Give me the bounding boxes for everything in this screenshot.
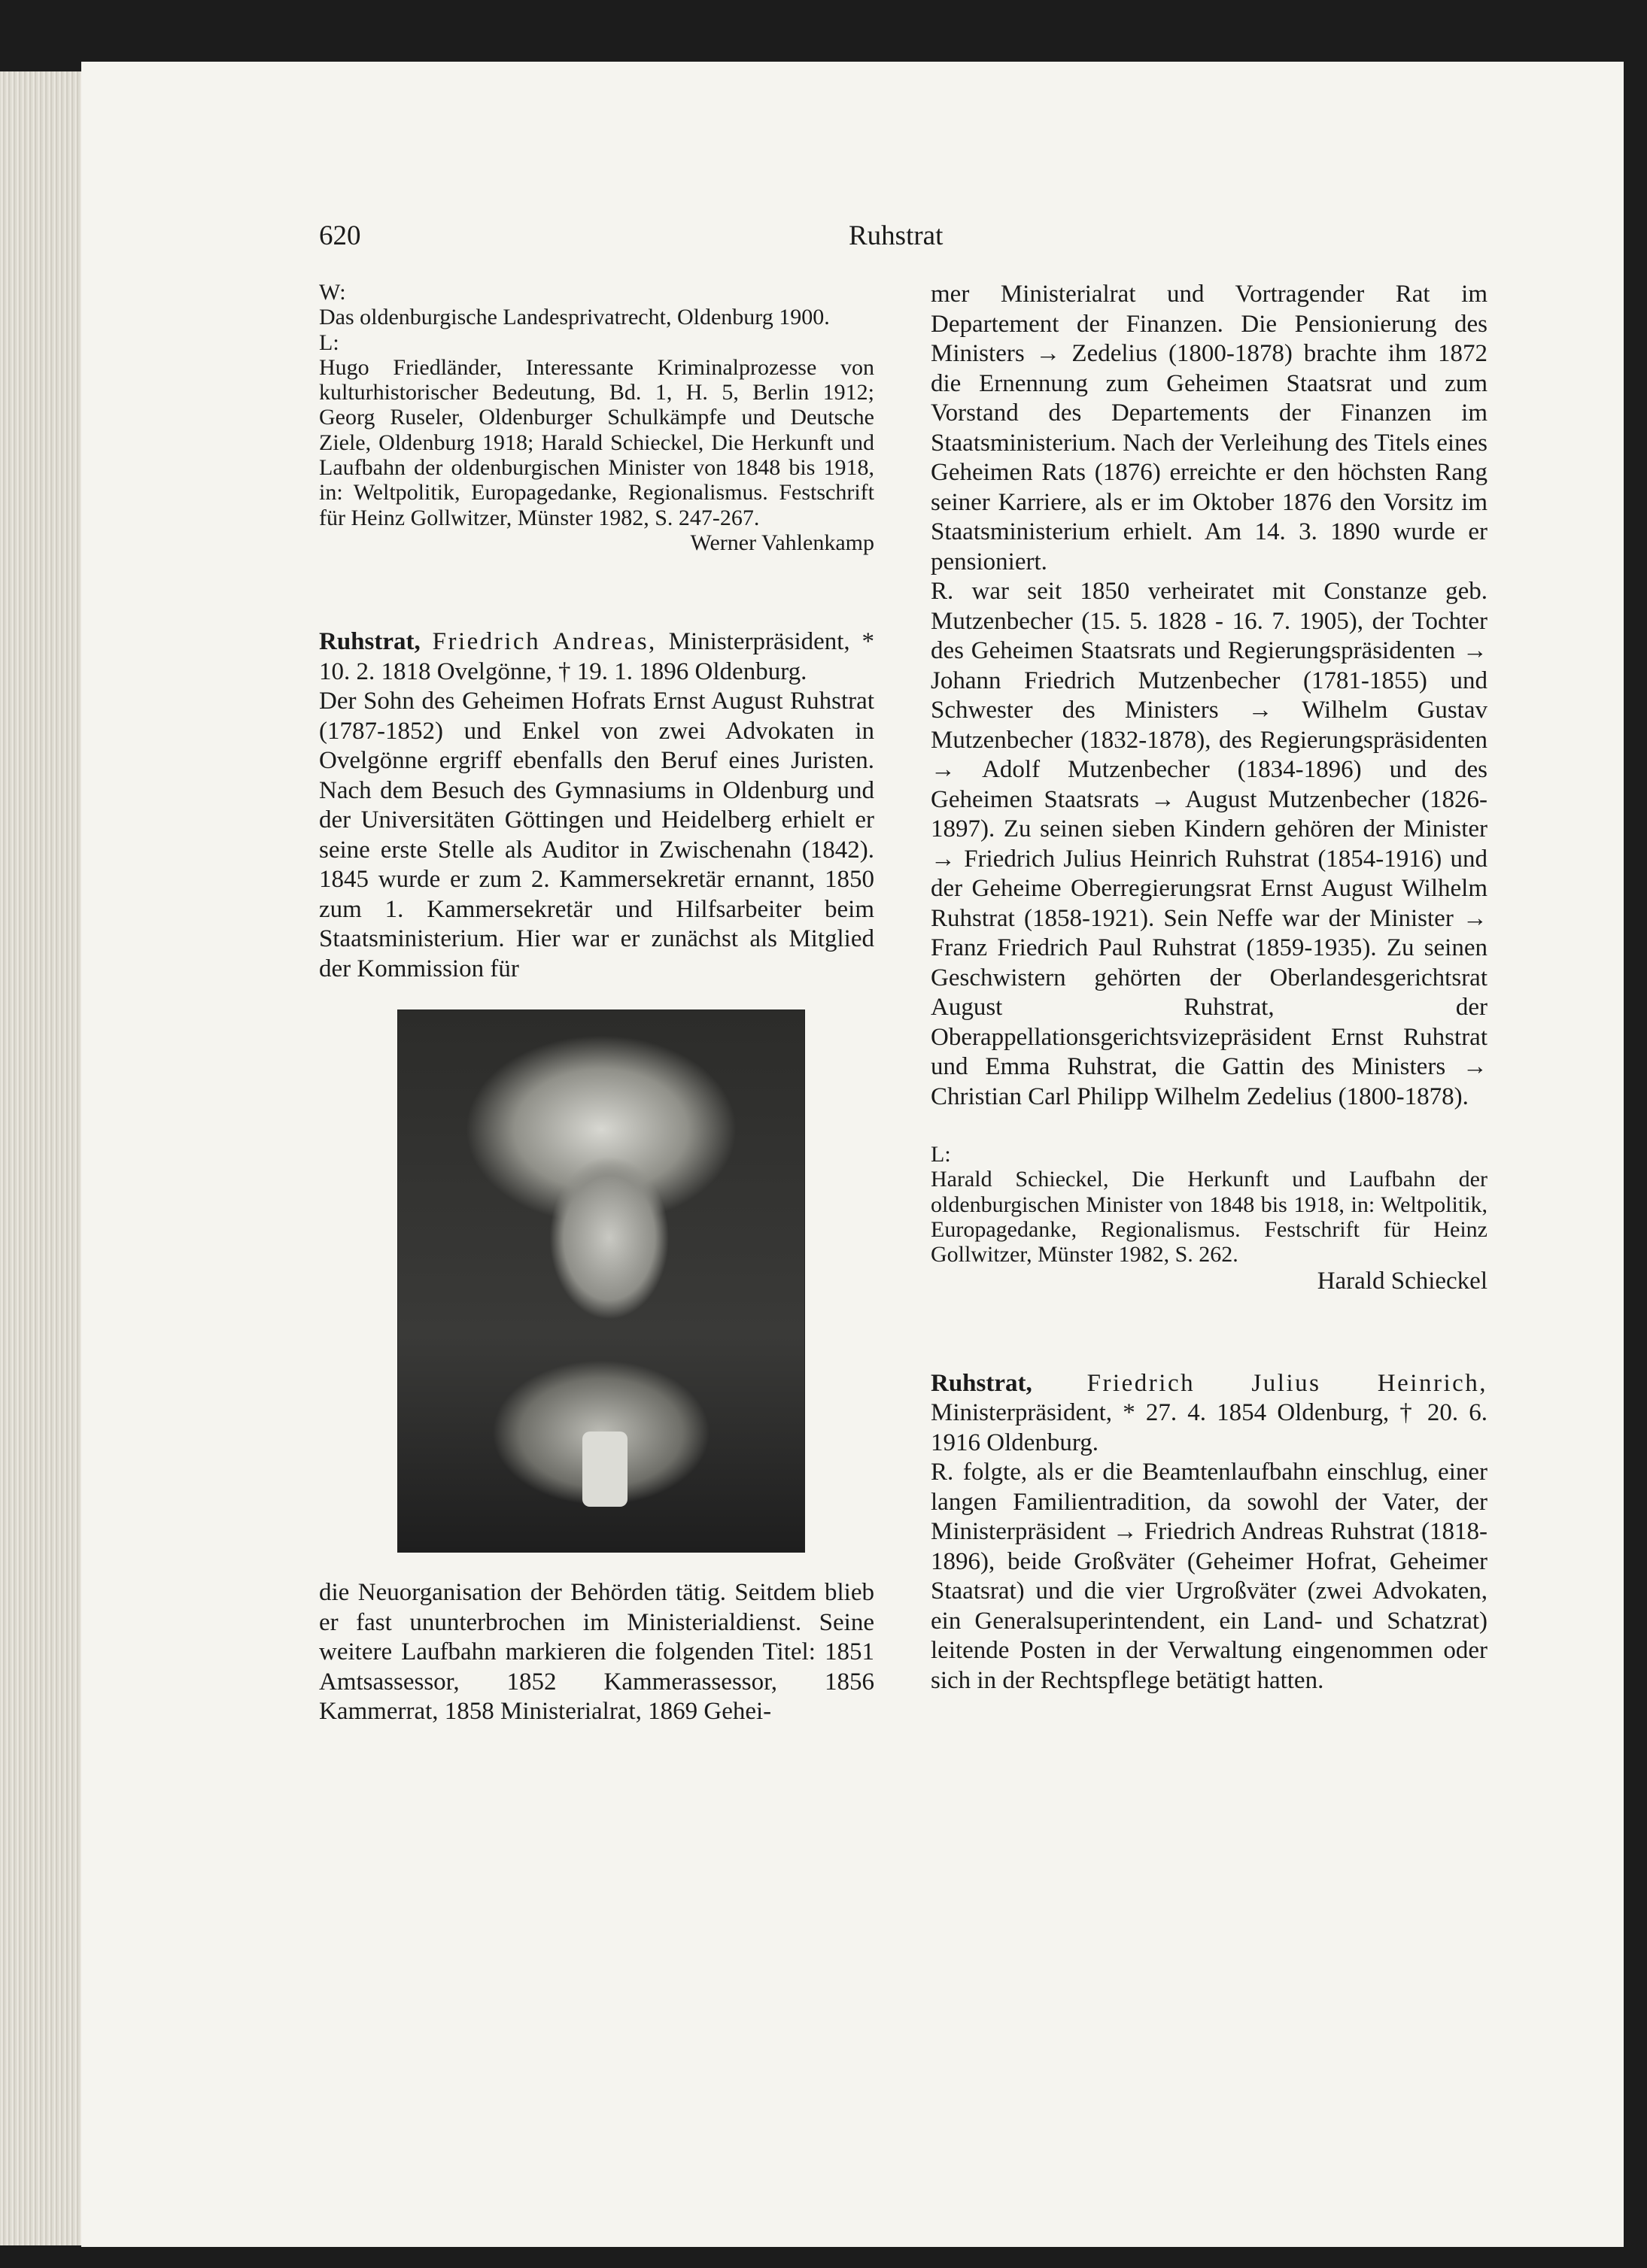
page-number: 620: [319, 220, 361, 251]
entry-heading: [319, 627, 874, 687]
entry-heading: [931, 1369, 1487, 1459]
entry-body-text: Der Sohn des Geheimen Hofrats Ernst August Ruhstrat (1787-1852) und Enkel von zwei Advokaten in Ovelgönne ergriff ebenfalls den Beruf eines Juristen. Nach dem Besuch des Gymnasiums in Oldenburg und der Universitäten Göttingen und Heidelberg erhielt er seine erste Stelle als Auditor in Zwischenahn (1842). 1845 wurde er zum 2. Kammersekretär ernannt, 1850 zum 1. Kammersekretär und Hilfsarbeiter beim Staatsministerium. Hier war er zunächst als Mitglied der Kommission für: [319, 688, 874, 982]
entry-given-names: Friedrich Julius Heinrich,: [1086, 1369, 1488, 1397]
entry-lemma: Ruhstrat,: [319, 628, 421, 656]
works-label: W:: [319, 280, 346, 305]
literature-text: Hugo Friedländer, Interessante Kriminalprozesse von kulturhistorischer Bedeutung, Bd. 1, H. 5, Berlin 1912; Georg Ruseler, Oldenburger Schulkämpfe und Deutsche Ziele, Oldenburg 1918; Harald Schieckel, Die Herkunft und Laufbahn der oldenburgischen Minister von 1848 bis 1918, in: Weltpolitik, Europagedanke, Regionalismus. Festschrift für Heinz Gollwitzer, Münster 1982, S. 247-267.: [319, 354, 874, 530]
running-title: Ruhstrat: [849, 220, 944, 251]
right-column: [931, 280, 1487, 1696]
entry-references: [931, 1142, 1487, 1267]
literature-text: Harald Schieckel, Die Herkunft und Laufbahn der oldenburgischen Minister von 1848 bis 1918, in: Weltpolitik, Europagedanke, Regionalismus. Festschrift für Heinz Gollwitzer, Münster 1982, S. 262.: [931, 1167, 1487, 1268]
entry-author: Werner Vahlenkamp: [690, 530, 874, 555]
entry-family-paragraph: R. war seit 1850 verheiratet mit Constanze geb. Mutzenbecher (15. 5. 1828 - 16. 7. 1905), der Tochter des Geheimen Staatsrats und Regierungspräsidenten → Johann Friedrich Mutzenbecher (1781-1855) und Schwester des Ministers → Wilhelm Gustav Mutzenbecher (1832-1878), des Regierungspräsidenten → Adolf Mutzenbecher (1834-1896) und des Geheimen Staatsrats → August Mutzenbecher (1826-1897). Zu seinen sieben Kindern gehören der Minister → Friedrich Julius Heinrich Ruhstrat (1854-1916) und der Geheime Oberregierungsrat Ernst August Wilhelm Ruhstrat (1858-1921). Sein Neffe war der Minister → Franz Friedrich Paul Ruhstrat (1859-1935). Zu seinen Geschwistern gehörten der Oberlandesgerichtsrat August Ruhstrat, der Oberappellationsgerichtsvizepräsident Ernst Ruhstrat und Emma Ruhstrat, die Gattin des Ministers → Christian Carl Philipp Wilhelm Zedelius (1800-1878).: [931, 578, 1487, 1110]
entry-given-names: Friedrich Andreas,: [432, 628, 657, 656]
entry-author: Harald Schieckel: [1317, 1268, 1487, 1295]
entry-intro: Ministerpräsident, * 27. 4. 1854 Oldenburg, † 20. 6. 1916 Oldenburg.: [931, 1399, 1487, 1456]
entry-career-paragraph: mer Ministerialrat und Vortragender Rat im Departement der Finanzen. Die Pensionierung des Ministers → Zedelius (1800-1878) brachte ihm 1872 die Ernennung zum Geheimen Staatsrat und zum Vorstand des Departements der Finanzen im Staatsministerium. Nach der Verleihung des Titels eines Geheimen Rats (1876) erreichte er den höchsten Rang seiner Karriere, als er im Oktober 1876 den Vorsitz im Staatsministerium erhielt. Am 14. 3. 1890 wurde er pensioniert.: [931, 281, 1487, 575]
portrait-photo: [397, 1010, 805, 1553]
left-column: [319, 280, 874, 1727]
entry-body-text: R. folgte, als er die Beamtenlaufbahn einschlug, einer langen Familientradition, da sowohl der Vater, der Ministerpräsident → Friedrich Andreas Ruhstrat (1818-1896), beide Großväter (Geheimer Hofrat, Geheimer Staatsrat) und die vier Urgroßväter (zwei Advokaten, ein Generalsuperintendent, ein Land- und Schatzrat) leitende Posten in der Verwaltung eingenommen oder sich in der Rechtspflege betätigt hatten.: [931, 1459, 1487, 1694]
works-text: Das oldenburgische Landesprivatrecht, Oldenburg 1900.: [319, 305, 830, 330]
entry-body-text-continued: die Neuorganisation der Behörden tätig. Seitdem blieb er fast ununterbrochen im Ministerialdienst. Seine weitere Laufbahn markieren die folgenden Titel: 1851 Amtsassessor, 1852 Kammerassessor, 1856 Kammerrat, 1858 Ministerialrat, 1869 Gehei-: [319, 1579, 874, 1726]
literature-label: L:: [319, 329, 339, 355]
entry-intro: Ministerpräsident, * 10. 2. 1818 Ovelgönne, † 19. 1. 1896 Oldenburg.: [319, 628, 875, 685]
portrait-collar: [582, 1432, 628, 1507]
entry-lemma: Ruhstrat,: [931, 1369, 1032, 1397]
literature-label: L:: [931, 1142, 951, 1167]
previous-entry-references: [319, 280, 874, 555]
